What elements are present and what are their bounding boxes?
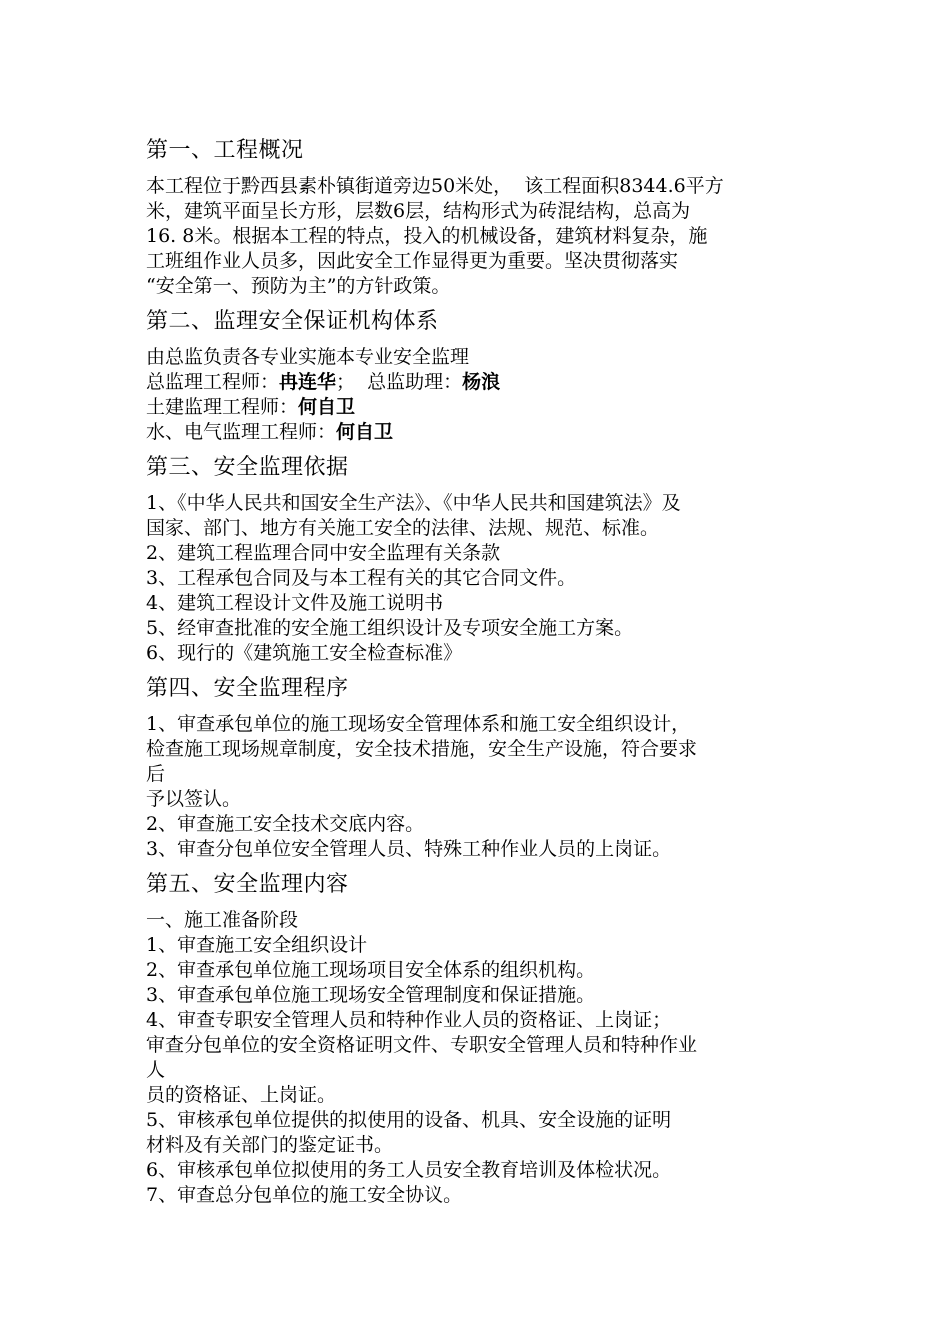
assistant-name: 杨浪 [462, 371, 501, 393]
section-heading: 第四、安全监理程序 [146, 676, 349, 701]
mep-engineer-name: 何自卫 [336, 421, 394, 443]
chief-engineer-line: 总监理工程师：冉连华； 总监助理：杨浪 [146, 371, 501, 393]
section-heading: 第三、安全监理依据 [146, 455, 349, 480]
paragraph-line: 员的资格证、上岗证。 [146, 1084, 337, 1106]
paragraph-line: 工班组作业人员多，因此安全工作显得更为重要。坚决贯彻落实 [146, 250, 679, 272]
mep-engineer-line: 水、电气监理工程师：何自卫 [146, 421, 394, 443]
paragraph-line: 3、工程承包合同及与本工程有关的其它合同文件。 [146, 567, 577, 589]
paragraph-line: “安全第一、预防为主”的方针政策。 [146, 275, 451, 297]
paragraph-line: 7、审查总分包单位的施工安全协议。 [146, 1184, 463, 1206]
document-body [146, 134, 826, 1214]
paragraph-line: 1、审查施工安全组织设计 [146, 934, 368, 956]
paragraph-line: 检查施工现场规章制度，安全技术措施，安全生产设施，符合要求 [146, 738, 698, 760]
chief-engineer-name: 冉连华 [279, 371, 337, 393]
paragraph-line: 4、审查专职安全管理人员和特种作业人员的资格证、上岗证； [146, 1009, 672, 1031]
section-basis [146, 451, 826, 666]
section-heading: 第一、工程概况 [146, 138, 304, 163]
paragraph-line: 6、现行的《建筑施工安全检查标准》 [146, 642, 463, 664]
paragraph-line: 1、《中华人民共和国安全生产法》、《中华人民共和国建筑法》及 [146, 492, 681, 514]
section-content [146, 868, 826, 1208]
paragraph-line: 3、审查分包单位安全管理人员、特殊工种作业人员的上岗证。 [146, 838, 672, 860]
paragraph-line: 5、经审查批准的安全施工组织设计及专项安全施工方案。 [146, 617, 634, 639]
paragraph-line: 审查分包单位的安全资格证明文件、专职安全管理人员和特种作业 [146, 1034, 698, 1056]
paragraph-line: 本工程位于黔西县素朴镇街道旁边50米处， 该工程面积8344.6平方 [146, 175, 724, 197]
paragraph-line: 由总监负责各专业实施本专业安全监理 [146, 346, 470, 368]
paragraph-line: 国家、部门、地方有关施工安全的法律、法规、规范、标准。 [146, 517, 660, 539]
section-heading: 第二、监理安全保证机构体系 [146, 309, 439, 334]
paragraph-line: 4、建筑工程设计文件及施工说明书 [146, 592, 444, 614]
paragraph-line: 16. 8米。根据本工程的特点，投入的机械设备，建筑材料复杂，施 [146, 225, 708, 247]
paragraph-line: 米，建筑平面呈长方形，层数6层，结构形式为砖混结构，总高为 [146, 200, 691, 222]
paragraph-line: 5、审核承包单位提供的拟使用的设备、机具、安全设施的证明 [146, 1109, 672, 1131]
section-procedure [146, 672, 826, 862]
paragraph-line: 人 [146, 1059, 166, 1081]
paragraph-line: 材料及有关部门的鉴定证书。 [146, 1134, 394, 1156]
paragraph-line: 2、审查施工安全技术交底内容。 [146, 813, 425, 835]
paragraph-line: 3、审查承包单位施工现场安全管理制度和保证措施。 [146, 984, 596, 1006]
paragraph-line: 后 [146, 763, 166, 785]
paragraph-line: 6、审核承包单位拟使用的务工人员安全教育培训及体检状况。 [146, 1159, 672, 1181]
paragraph-line: 2、建筑工程监理合同中安全监理有关条款 [146, 542, 501, 564]
section-project-overview [146, 134, 826, 299]
section-heading: 第五、安全监理内容 [146, 872, 349, 897]
paragraph-line: 一、施工准备阶段 [146, 909, 299, 931]
section-organization [146, 305, 826, 445]
paragraph-line: 1、审查承包单位的施工现场安全管理体系和施工安全组织设计， [146, 713, 691, 735]
paragraph-line: 予以签认。 [146, 788, 242, 810]
civil-engineer-name: 何自卫 [298, 396, 356, 418]
civil-engineer-line: 土建监理工程师：何自卫 [146, 396, 356, 418]
paragraph-line: 2、审查承包单位施工现场项目安全体系的组织机构。 [146, 959, 596, 981]
